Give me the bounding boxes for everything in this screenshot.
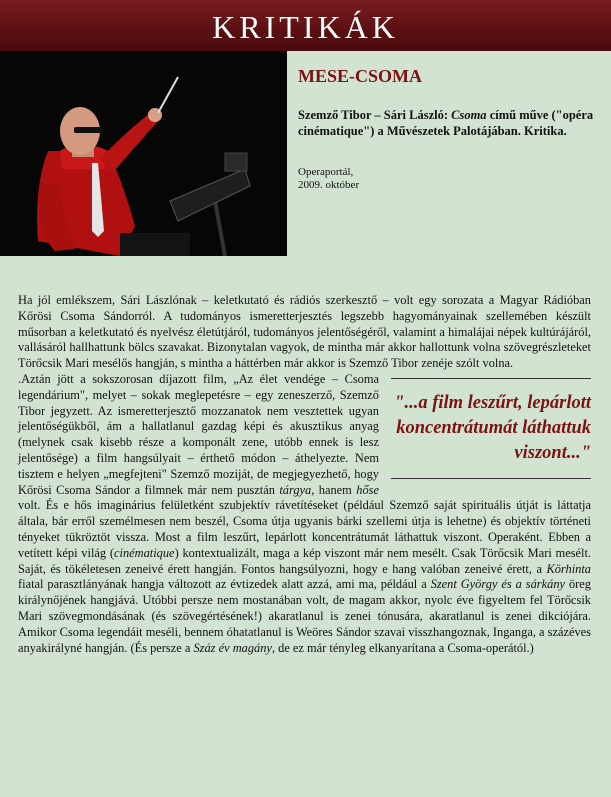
- article-body: [18, 293, 591, 656]
- section-title: KRITIKÁK: [212, 9, 399, 45]
- article-subtitle: [298, 107, 598, 139]
- p2-emph-szentgyorgy: Szent György és a sárkány: [430, 577, 566, 592]
- p2-emph-cinematique: cinématique: [114, 545, 175, 560]
- p2-emph-szazev: Száz év magány: [193, 640, 272, 655]
- p2-text-e: fiatal parasztlányának hangja változott az évtizedek alatt azzá, ami ma, például a: [18, 577, 431, 592]
- p2-text-d: ) kontextualizált, maga a kép viszont már nem mesélt. Csak Törőcsik Mari mesélt. Saját, és tökéletesen zeneivé érett hangján. Fontos hangsúlyozni, hogy e hang valóban zeneivé érett, a: [18, 545, 591, 576]
- subtitle-work: Csoma: [451, 108, 487, 122]
- p2-emph-targya: tárgya: [279, 482, 312, 497]
- conductor-image: [0, 51, 287, 256]
- p2-text-g: , de ez már tényleg elkanyarítana a Csoma-operától.): [271, 640, 534, 655]
- article-source: [298, 166, 498, 192]
- p2-emph-korhinta: Körhinta: [546, 561, 591, 576]
- source-date: 2009. október: [298, 179, 360, 191]
- source-name: Operaportál,: [298, 166, 354, 178]
- article-photo: [0, 51, 287, 256]
- p2-text-c: volt. És e hős imaginárius felületként szubjektív rávetítéseket (például Szemző saját spirituális útját is láttatja általa, bár erről személmesen nem beszél, Csoma útja ugyanis bárki szellemi útja is lehetne) és objektív történeti tényeket tükröztöt vissza. Most a film leszűrt, lepárlott koncentrátumát láthattuk viszont. Operaként. Ebben a vetített képi világ (: [18, 498, 591, 560]
- p2-text-b: , hanem: [311, 482, 357, 497]
- paragraph-1: Ha jól emlékszem, Sári Lászlónak – keletkutató és rádiós szerkesztő – volt egy sorozata a Magyar Rádióban Kőrösi Csoma Sándorról. A tudományos ismeretterjesztés legszebb hagyományainak szellemében készült műsorban a keletkutató és nyelvész életútjáról, tudományos jelentőségéről, valamint a himalájai népek kultúrájáról, vallásáról hallhattunk bölcs szavakat. Bizonytalan vagyok, de mintha már akkor hallottunk volna szövegrészleteket Törőcsik Mari mesélős hangján, s mintha a háttérben már akkor is Szemző Tibor zenéje szólt volna.: [18, 293, 591, 371]
- pull-quote: "...a film leszűrt, lepárlott koncentrátumát láthattuk viszont...": [391, 378, 591, 479]
- article-title: MESE-CSOMA: [298, 66, 423, 86]
- p2-text-a: .Aztán jött a sokszorosan díjazott film, „Az élet vendége – Csoma legendárium", melyet – sokak meglepetésre – egy zeneszerző, Szemző Tibor jegyzett. Az ismeretterjesztő mozzanatok nem vesztettek ugyan jelentőségükből, ám a hallatlanul gazdag képi és akusztikus anyag (melynek csak kisebb része a komponált zene, utóbb ennek is lesz jelentősége) a film hangsúlyait – érthető módon – áthelyezte. Nem tisztem e helyen „megfejteni" Szemző moziját, de megjegyezhető, hogy Kőrösi Csoma Sándor a filmnek már nem pusztán: [18, 371, 379, 497]
- p2-text-f: öreg királynőjének hangjává. Utóbbi persze nem mostanában volt, de magam akkor, nyolc éve figyeltem fel Törőcsik Mari szövegmondásának (és szövegértésének!) akaratlanul is zenei tónusára, akaratlanul is zenei dikciójára. Amikor Csoma legendáit meséli, bennem óhatatlanul is Weöres Sándor szavai visszhangoznak, Inganga, a százéves anyakirályné hangján. (És persze a: [18, 577, 591, 655]
- subtitle-authors: Szemző Tibor – Sári László:: [298, 108, 452, 122]
- article-header: [298, 66, 603, 87]
- subtitle-rest: című műve ("opéra cinématique") a Művészetek Palotájában. Kritika.: [298, 108, 594, 138]
- section-banner: [0, 0, 611, 51]
- p2-emph-hose: hőse: [356, 482, 379, 497]
